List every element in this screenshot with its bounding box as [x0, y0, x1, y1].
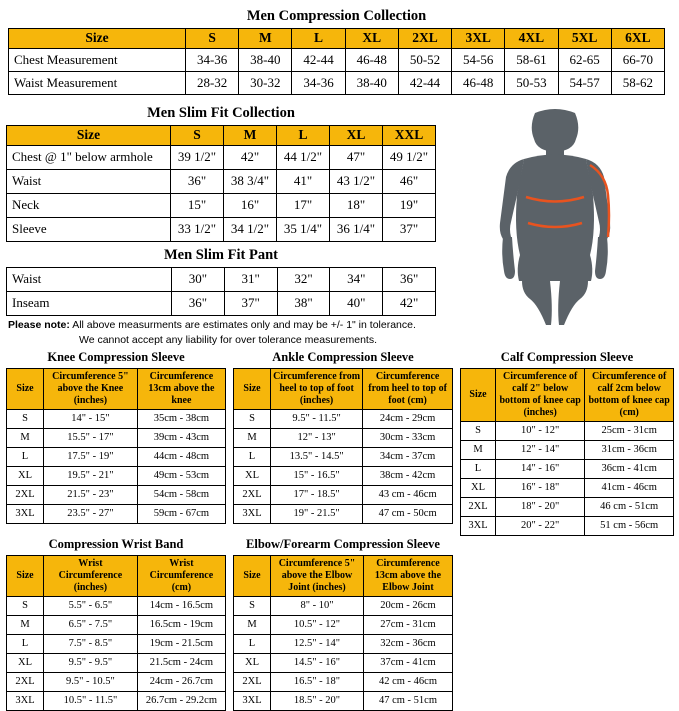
- cell: 39cm - 43cm: [137, 429, 225, 448]
- cell: XL: [7, 467, 44, 486]
- cell: 31cm - 36cm: [585, 441, 674, 460]
- table-header-row: [234, 369, 453, 410]
- cell: 3XL: [7, 692, 44, 711]
- cell: 41": [277, 169, 330, 193]
- cell: L: [234, 635, 271, 654]
- cell: 14.5" - 16": [271, 654, 364, 673]
- cell: 58-62: [611, 71, 664, 94]
- cell: 36": [171, 169, 224, 193]
- table-row: [7, 597, 226, 616]
- table-row: [7, 193, 436, 217]
- table-header-row: [234, 556, 453, 597]
- cell: 5.5" - 6.5": [44, 597, 138, 616]
- cell: 66-70: [611, 48, 664, 71]
- table-row: [7, 169, 436, 193]
- table-row: [7, 217, 436, 241]
- cell: 12" - 14": [496, 441, 585, 460]
- cell: 36": [383, 268, 436, 292]
- cell: 35cm - 38cm: [137, 410, 225, 429]
- cell: 27cm - 31cm: [363, 616, 452, 635]
- table-row: [7, 429, 226, 448]
- table-header-row: [7, 556, 226, 597]
- cell: 2XL: [461, 498, 496, 517]
- table-row: [7, 145, 436, 169]
- col-header: S: [186, 29, 239, 49]
- cell: 31": [224, 268, 277, 292]
- col-header: M: [224, 126, 277, 146]
- ankle-compression-section: [233, 348, 453, 524]
- cell: XL: [7, 654, 44, 673]
- knee-table: [6, 368, 226, 524]
- cell: 34-36: [292, 71, 345, 94]
- cell: 38-40: [345, 71, 398, 94]
- cell: 18.5" - 20": [271, 692, 364, 711]
- table-header-row: [9, 29, 665, 49]
- col-header: L: [292, 29, 345, 49]
- men-compression-table: [8, 28, 665, 95]
- cell: 12" - 13": [271, 429, 363, 448]
- col-header: Wrist Circumference (inches): [44, 556, 138, 597]
- row-label: Waist: [7, 268, 172, 292]
- cell: 9.5" - 11.5": [271, 410, 363, 429]
- table-row: [234, 673, 453, 692]
- cell: 21.5" - 23": [44, 486, 138, 505]
- male-body-figure: [440, 105, 670, 335]
- cell: 47 cm - 51cm: [363, 692, 452, 711]
- col-header: M: [239, 29, 292, 49]
- cell: 54-57: [558, 71, 611, 94]
- cell: 3XL: [7, 505, 44, 524]
- cell: 12.5" - 14": [271, 635, 364, 654]
- cell: 49 1/2": [383, 145, 436, 169]
- cell: M: [234, 429, 271, 448]
- cell: 32cm - 36cm: [363, 635, 452, 654]
- cell: 49cm - 53cm: [137, 467, 225, 486]
- col-header: Size: [7, 126, 171, 146]
- table-row: [7, 616, 226, 635]
- cell: 38": [277, 292, 330, 316]
- cell: 24cm - 29cm: [363, 410, 453, 429]
- cell: 14" - 16": [496, 460, 585, 479]
- cell: 44 1/2": [277, 145, 330, 169]
- elbow-forearm-section: [233, 535, 453, 711]
- cell: 9.5" - 10.5": [44, 673, 138, 692]
- note-line-1: All above measurments are estimates only and may be +/- 1" in tolerance.: [69, 319, 416, 331]
- cell: 19.5" - 21": [44, 467, 138, 486]
- cell: 28-32: [186, 71, 239, 94]
- table-header-row: [7, 126, 436, 146]
- cell: 2XL: [234, 673, 271, 692]
- col-header: Circumference 5" above the Knee (inches): [44, 369, 138, 410]
- table-row: [7, 505, 226, 524]
- table-row: [7, 268, 436, 292]
- table-row: [461, 441, 674, 460]
- cell: 46-48: [452, 71, 505, 94]
- knee-compression-section: [6, 348, 226, 524]
- cell: 47": [330, 145, 383, 169]
- table-row: [7, 292, 436, 316]
- cell: 3XL: [234, 505, 271, 524]
- table-row: [7, 673, 226, 692]
- table-header-row: [461, 369, 674, 422]
- cell: 3XL: [234, 692, 271, 711]
- col-header: 2XL: [398, 29, 451, 49]
- cell: 23.5" - 27": [44, 505, 138, 524]
- cell: L: [7, 448, 44, 467]
- elbow-table: [233, 555, 453, 711]
- cell: 36": [172, 292, 225, 316]
- cell: 9.5" - 9.5": [44, 654, 138, 673]
- cell: 32": [277, 268, 330, 292]
- cell: M: [461, 441, 496, 460]
- cell: M: [7, 429, 44, 448]
- table-row: [234, 597, 453, 616]
- table-row: [9, 48, 665, 71]
- cell: 6.5" - 7.5": [44, 616, 138, 635]
- cell: 38cm - 42cm: [363, 467, 453, 486]
- cell: XL: [461, 479, 496, 498]
- row-label: Waist: [7, 169, 171, 193]
- cell: S: [461, 422, 496, 441]
- cell: 54-56: [452, 48, 505, 71]
- table-row: [7, 635, 226, 654]
- row-label: Inseam: [7, 292, 172, 316]
- col-header: Circumference 13cm above the Elbow Joint: [363, 556, 452, 597]
- note-label: Please note:: [8, 319, 70, 331]
- cell: 15": [171, 193, 224, 217]
- ankle-title: Ankle Compression Sleeve: [272, 350, 414, 364]
- table-row: [7, 410, 226, 429]
- cell: XL: [234, 467, 271, 486]
- col-header: Size: [7, 556, 44, 597]
- men-slim-fit-pant-title: Men Slim Fit Pant: [164, 247, 278, 263]
- cell: 51 cm - 56cm: [585, 517, 674, 536]
- cell: 44cm - 48cm: [137, 448, 225, 467]
- tolerance-note: [8, 318, 448, 348]
- cell: 58-61: [505, 48, 558, 71]
- col-header: Size: [9, 29, 186, 49]
- cell: 30": [172, 268, 225, 292]
- table-row: [234, 616, 453, 635]
- cell: 36 1/4": [330, 217, 383, 241]
- calf-title: Calf Compression Sleeve: [500, 350, 634, 364]
- cell: 40": [330, 292, 383, 316]
- cell: 16" - 18": [496, 479, 585, 498]
- cell: 2XL: [7, 486, 44, 505]
- col-header: 5XL: [558, 29, 611, 49]
- men-compression-section: [8, 6, 665, 95]
- table-row: [7, 448, 226, 467]
- cell: 37": [383, 217, 436, 241]
- table-row: [461, 479, 674, 498]
- cell: 46-48: [345, 48, 398, 71]
- wrist-title: Compression Wrist Band: [48, 537, 184, 551]
- table-row: [234, 654, 453, 673]
- cell: 17": [277, 193, 330, 217]
- cell: 13.5" - 14.5": [271, 448, 363, 467]
- col-header: Circumference 13cm above the knee: [137, 369, 225, 410]
- col-header: XL: [330, 126, 383, 146]
- col-header: Circumference of calf 2cm below bottom of knee cap (cm): [585, 369, 674, 422]
- cell: 20cm - 26cm: [363, 597, 452, 616]
- row-label: Sleeve: [7, 217, 171, 241]
- cell: 19": [383, 193, 436, 217]
- cell: 17.5" - 19": [44, 448, 138, 467]
- men-slim-fit-pant-table: [6, 267, 436, 316]
- cell: 26.7cm - 29.2cm: [137, 692, 225, 711]
- row-label: Neck: [7, 193, 171, 217]
- table-row: [9, 71, 665, 94]
- cell: 37cm - 41cm: [363, 654, 452, 673]
- cell: 41cm - 46cm: [585, 479, 674, 498]
- cell: 10.5" - 11.5": [44, 692, 138, 711]
- table-row: [461, 422, 674, 441]
- col-header: Circumference from heel to top of foot (cm): [363, 369, 453, 410]
- men-slim-fit-pant-section: [6, 245, 436, 316]
- row-label: Waist Measurement: [9, 71, 186, 94]
- cell: 34-36: [186, 48, 239, 71]
- ankle-table: [233, 368, 453, 524]
- elbow-title: Elbow/Forearm Compression Sleeve: [246, 537, 440, 551]
- calf-table: [460, 368, 674, 536]
- cell: 10.5" - 12": [271, 616, 364, 635]
- cell: L: [234, 448, 271, 467]
- cell: 16": [224, 193, 277, 217]
- col-header: Size: [7, 369, 44, 410]
- cell: 16.5" - 18": [271, 673, 364, 692]
- cell: 39 1/2": [171, 145, 224, 169]
- table-row: [7, 692, 226, 711]
- cell: 2XL: [7, 673, 44, 692]
- cell: 20" - 22": [496, 517, 585, 536]
- cell: S: [7, 597, 44, 616]
- col-header: Size: [234, 369, 271, 410]
- cell: 42-44: [398, 71, 451, 94]
- wrist-band-section: [6, 535, 226, 711]
- col-header: S: [171, 126, 224, 146]
- table-row: [234, 448, 453, 467]
- cell: 19cm - 21.5cm: [137, 635, 225, 654]
- table-row: [7, 486, 226, 505]
- cell: 7.5" - 8.5": [44, 635, 138, 654]
- cell: 3XL: [461, 517, 496, 536]
- table-row: [461, 498, 674, 517]
- cell: 33 1/2": [171, 217, 224, 241]
- table-row: [461, 460, 674, 479]
- cell: 35 1/4": [277, 217, 330, 241]
- cell: 14cm - 16.5cm: [137, 597, 225, 616]
- men-compression-title: Men Compression Collection: [246, 8, 427, 24]
- cell: 17" - 18.5": [271, 486, 363, 505]
- table-row: [234, 505, 453, 524]
- col-header: XXL: [383, 126, 436, 146]
- col-header: Circumference 5" above the Elbow Joint (inches): [271, 556, 364, 597]
- table-row: [461, 517, 674, 536]
- cell: 18": [330, 193, 383, 217]
- cell: 43 cm - 46cm: [363, 486, 453, 505]
- cell: S: [234, 597, 271, 616]
- cell: 34": [330, 268, 383, 292]
- table-row: [234, 692, 453, 711]
- col-header: Circumference of calf 2" below bottom of knee cap (inches): [496, 369, 585, 422]
- cell: 21.5cm - 24cm: [137, 654, 225, 673]
- cell: 19" - 21.5": [271, 505, 363, 524]
- col-header: L: [277, 126, 330, 146]
- table-row: [234, 467, 453, 486]
- men-slim-fit-title: Men Slim Fit Collection: [147, 105, 295, 121]
- col-header: Circumference from heel to top of foot (inches): [271, 369, 363, 410]
- col-header: 6XL: [611, 29, 664, 49]
- cell: L: [461, 460, 496, 479]
- cell: 46 cm - 51cm: [585, 498, 674, 517]
- col-header: 4XL: [505, 29, 558, 49]
- table-row: [7, 467, 226, 486]
- cell: M: [234, 616, 271, 635]
- row-label: Chest Measurement: [9, 48, 186, 71]
- cell: 50-53: [505, 71, 558, 94]
- note-line-2: We cannot accept any liability for over tolerance measurements.: [78, 334, 378, 347]
- cell: 24cm - 26.7cm: [137, 673, 225, 692]
- table-row: [234, 486, 453, 505]
- row-label: Chest @ 1" below armhole: [7, 145, 171, 169]
- col-header: Wrist Circumference (cm): [137, 556, 225, 597]
- cell: 37": [224, 292, 277, 316]
- calf-compression-section: [460, 348, 674, 536]
- cell: 16.5cm - 19cm: [137, 616, 225, 635]
- cell: 14" - 15": [44, 410, 138, 429]
- cell: 18" - 20": [496, 498, 585, 517]
- cell: 25cm - 31cm: [585, 422, 674, 441]
- cell: 50-52: [398, 48, 451, 71]
- cell: 38 3/4": [224, 169, 277, 193]
- cell: 47 cm - 50cm: [363, 505, 453, 524]
- cell: S: [7, 410, 44, 429]
- cell: 30cm - 33cm: [363, 429, 453, 448]
- cell: 15.5" - 17": [44, 429, 138, 448]
- cell: 15" - 16.5": [271, 467, 363, 486]
- cell: 38-40: [239, 48, 292, 71]
- table-row: [234, 429, 453, 448]
- cell: L: [7, 635, 44, 654]
- cell: 34 1/2": [224, 217, 277, 241]
- wrist-table: [6, 555, 226, 711]
- table-row: [234, 635, 453, 654]
- table-row: [7, 654, 226, 673]
- cell: M: [7, 616, 44, 635]
- col-header: Size: [234, 556, 271, 597]
- cell: 43 1/2": [330, 169, 383, 193]
- table-row: [234, 410, 453, 429]
- cell: 2XL: [234, 486, 271, 505]
- knee-title: Knee Compression Sleeve: [47, 350, 185, 364]
- cell: 59cm - 67cm: [137, 505, 225, 524]
- cell: 42": [224, 145, 277, 169]
- col-header: Size: [461, 369, 496, 422]
- cell: 30-32: [239, 71, 292, 94]
- cell: 8" - 10": [271, 597, 364, 616]
- cell: 54cm - 58cm: [137, 486, 225, 505]
- col-header: XL: [345, 29, 398, 49]
- cell: 42 cm - 46cm: [363, 673, 452, 692]
- cell: S: [234, 410, 271, 429]
- cell: 36cm - 41cm: [585, 460, 674, 479]
- table-header-row: [7, 369, 226, 410]
- men-slim-fit-section: [6, 103, 436, 242]
- cell: 10" - 12": [496, 422, 585, 441]
- cell: 34cm - 37cm: [363, 448, 453, 467]
- cell: XL: [234, 654, 271, 673]
- cell: 42": [383, 292, 436, 316]
- cell: 42-44: [292, 48, 345, 71]
- cell: 46": [383, 169, 436, 193]
- men-slim-fit-table: [6, 125, 436, 242]
- col-header: 3XL: [452, 29, 505, 49]
- cell: 62-65: [558, 48, 611, 71]
